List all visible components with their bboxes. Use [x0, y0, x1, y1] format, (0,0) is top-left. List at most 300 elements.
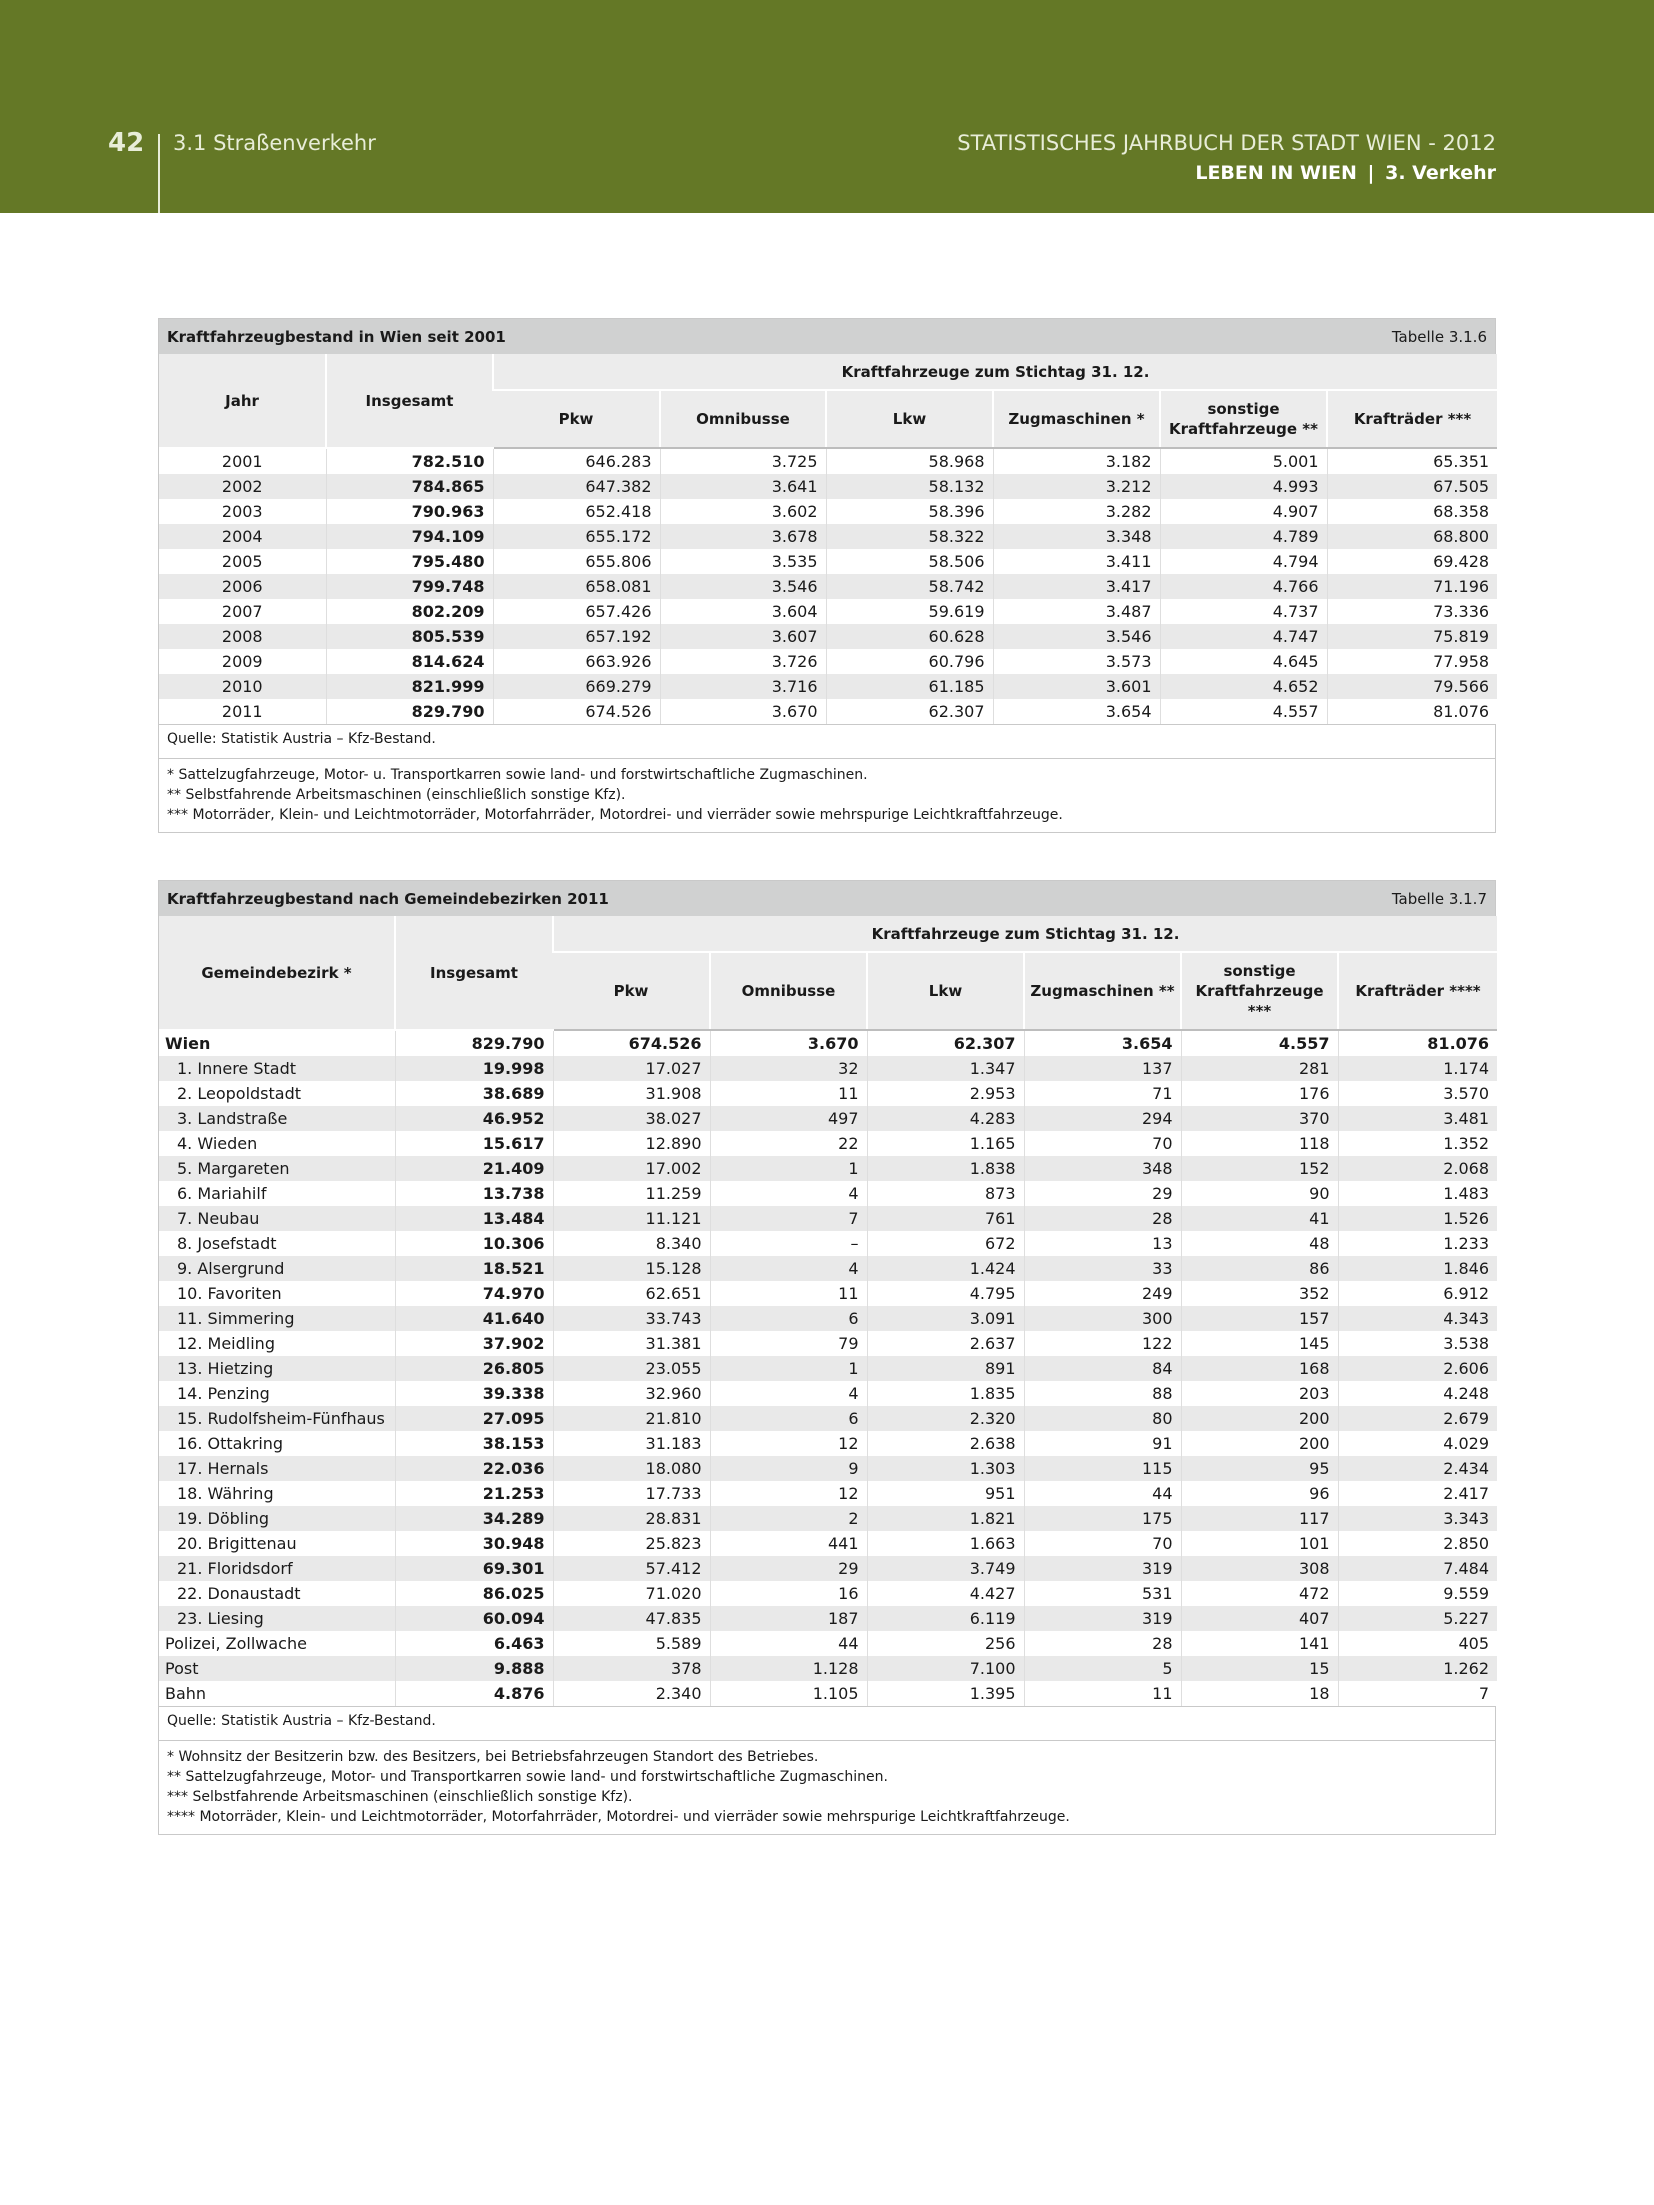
value-cell: 65.351 [1327, 448, 1497, 474]
value-cell: 4.283 [867, 1106, 1024, 1131]
table-row [159, 474, 1497, 499]
row-label-cell: 2001 [159, 448, 326, 474]
value-cell: 761 [867, 1206, 1024, 1231]
value-cell: 17.733 [553, 1481, 710, 1506]
value-cell: 145 [1181, 1331, 1338, 1356]
value-cell: 6 [710, 1306, 867, 1331]
value-cell: 74.970 [395, 1281, 553, 1306]
value-cell: 4.747 [1160, 624, 1327, 649]
value-cell: 1.165 [867, 1131, 1024, 1156]
table-row [159, 1406, 1497, 1431]
value-cell: 2.679 [1338, 1406, 1497, 1431]
value-cell: 951 [867, 1481, 1024, 1506]
value-cell: 200 [1181, 1431, 1338, 1456]
column-header: Zugmaschinen * [993, 390, 1160, 448]
value-cell: 38.689 [395, 1081, 553, 1106]
value-cell: 1.424 [867, 1256, 1024, 1281]
value-cell: 62.307 [826, 699, 993, 724]
value-cell: 27.095 [395, 1406, 553, 1431]
value-cell: 652.418 [493, 499, 660, 524]
value-cell: 29 [710, 1556, 867, 1581]
value-cell: 157 [1181, 1306, 1338, 1331]
value-cell: 4.652 [1160, 674, 1327, 699]
value-cell: 137 [1024, 1056, 1181, 1081]
table-source: Quelle: Statistik Austria – Kfz-Bestand. [159, 1706, 1495, 1740]
value-cell: 7.100 [867, 1656, 1024, 1681]
value-cell: 531 [1024, 1581, 1181, 1606]
value-cell: 71.020 [553, 1581, 710, 1606]
value-cell: 152 [1181, 1156, 1338, 1181]
chapter-part-2: 3. Verkehr [1385, 162, 1496, 184]
value-cell: 3.538 [1338, 1331, 1497, 1356]
value-cell: 784.865 [326, 474, 493, 499]
header-banner [0, 0, 1654, 213]
value-cell: 4.876 [395, 1681, 553, 1706]
table-row [159, 524, 1497, 549]
table-footnotes [159, 1740, 1495, 1834]
value-cell: 4.645 [1160, 649, 1327, 674]
row-label-cell: 5. Margareten [159, 1156, 395, 1181]
value-cell: 441 [710, 1531, 867, 1556]
value-cell: 663.926 [493, 649, 660, 674]
table-title: Kraftfahrzeugbestand in Wien seit 2001 [167, 327, 506, 346]
value-cell: 11 [710, 1081, 867, 1106]
value-cell: 23.055 [553, 1356, 710, 1381]
column-header: Omnibusse [710, 952, 867, 1030]
value-cell: 497 [710, 1106, 867, 1131]
row-label-cell: 9. Alsergrund [159, 1256, 395, 1281]
value-cell: 2.953 [867, 1081, 1024, 1106]
value-cell: 2.606 [1338, 1356, 1497, 1381]
value-cell: 821.999 [326, 674, 493, 699]
value-cell: 3.716 [660, 674, 826, 699]
value-cell: 75.819 [1327, 624, 1497, 649]
table-row [159, 649, 1497, 674]
table-title-bar [159, 319, 1495, 354]
value-cell: 352 [1181, 1281, 1338, 1306]
value-cell: 21.253 [395, 1481, 553, 1506]
value-cell: 294 [1024, 1106, 1181, 1131]
value-cell: 2 [710, 1506, 867, 1531]
row-label-cell: 17. Hernals [159, 1456, 395, 1481]
column-header: sonstige Kraftfahrzeuge ** [1160, 390, 1327, 448]
value-cell: 86.025 [395, 1581, 553, 1606]
value-cell: 1.838 [867, 1156, 1024, 1181]
value-cell: 1.174 [1338, 1056, 1497, 1081]
value-cell: 3.670 [660, 699, 826, 724]
value-cell: 68.800 [1327, 524, 1497, 549]
column-header: Insgesamt [326, 354, 493, 448]
row-label-cell: 20. Brigittenau [159, 1531, 395, 1556]
row-label-cell: 2. Leopoldstadt [159, 1081, 395, 1106]
value-cell: 795.480 [326, 549, 493, 574]
value-cell: 18 [1181, 1681, 1338, 1706]
value-cell: 70 [1024, 1531, 1181, 1556]
table-row [159, 574, 1497, 599]
value-cell: 3.348 [993, 524, 1160, 549]
data-table [159, 354, 1497, 724]
value-cell: 300 [1024, 1306, 1181, 1331]
value-cell: 8.340 [553, 1231, 710, 1256]
value-cell: 79.566 [1327, 674, 1497, 699]
value-cell: 4.766 [1160, 574, 1327, 599]
value-cell: 4.737 [1160, 599, 1327, 624]
value-cell: 2.638 [867, 1431, 1024, 1456]
table-row [159, 699, 1497, 724]
row-label-cell: 15. Rudolfsheim-Fünfhaus [159, 1406, 395, 1431]
value-cell: 7 [710, 1206, 867, 1231]
value-cell: 69.301 [395, 1556, 553, 1581]
value-cell: 4 [710, 1256, 867, 1281]
yearbook-title: STATISTISCHES JAHRBUCH DER STADT WIEN - 2012 [957, 131, 1496, 155]
value-cell: 6.119 [867, 1606, 1024, 1631]
value-cell: 4.795 [867, 1281, 1024, 1306]
footnote: *** Motorräder, Klein- und Leichtmotorräder, Motorfahrräder, Motordrei- und vierräder sowie mehrspurige Leichtkraftfahrzeuge. [167, 807, 1063, 823]
value-cell: 117 [1181, 1506, 1338, 1531]
row-label-cell: 1. Innere Stadt [159, 1056, 395, 1081]
value-cell: 2.850 [1338, 1531, 1497, 1556]
value-cell: 33 [1024, 1256, 1181, 1281]
table-row [159, 1106, 1497, 1131]
footnote: * Wohnsitz der Besitzerin bzw. des Besitzers, bei Betriebsfahrzeugen Standort des Betriebes. [167, 1749, 819, 1765]
section-title: 3.1 Straßenverkehr [173, 131, 376, 155]
footnote: ** Selbstfahrende Arbeitsmaschinen (einschließlich sonstige Kfz). [167, 787, 626, 803]
value-cell: 655.806 [493, 549, 660, 574]
row-label-cell: 4. Wieden [159, 1131, 395, 1156]
value-cell: 4.794 [1160, 549, 1327, 574]
table-row [159, 1306, 1497, 1331]
value-cell: 41.640 [395, 1306, 553, 1331]
value-cell: 58.742 [826, 574, 993, 599]
value-cell: 3.546 [660, 574, 826, 599]
value-cell: 17.002 [553, 1156, 710, 1181]
value-cell: 10.306 [395, 1231, 553, 1256]
value-cell: 370 [1181, 1106, 1338, 1131]
table-row [159, 1581, 1497, 1606]
value-cell: 46.952 [395, 1106, 553, 1131]
header-divider [158, 134, 160, 213]
footnote: **** Motorräder, Klein- und Leichtmotorräder, Motorfahrräder, Motordrei- und vierräder sowie mehrspurige Leichtkraftfahrzeuge. [167, 1809, 1070, 1825]
table-vehicles-by-year [158, 318, 1496, 833]
table-row [159, 1381, 1497, 1406]
value-cell: 141 [1181, 1631, 1338, 1656]
value-cell: 122 [1024, 1331, 1181, 1356]
value-cell: 79 [710, 1331, 867, 1356]
value-cell: 5.227 [1338, 1606, 1497, 1631]
value-cell: 7.484 [1338, 1556, 1497, 1581]
value-cell: 3.654 [1024, 1030, 1181, 1056]
value-cell: 41 [1181, 1206, 1338, 1231]
value-cell: 39.338 [395, 1381, 553, 1406]
value-cell: 3.182 [993, 448, 1160, 474]
row-label-cell: 2005 [159, 549, 326, 574]
row-label-cell: 2009 [159, 649, 326, 674]
row-label-cell: 16. Ottakring [159, 1431, 395, 1456]
value-cell: 1.395 [867, 1681, 1024, 1706]
value-cell: 405 [1338, 1631, 1497, 1656]
value-cell: 5 [1024, 1656, 1181, 1681]
row-label-cell: 2006 [159, 574, 326, 599]
table-row [159, 1631, 1497, 1656]
column-header: Pkw [493, 390, 660, 448]
value-cell: 13.738 [395, 1181, 553, 1206]
value-cell: 47.835 [553, 1606, 710, 1631]
value-cell: 11 [1024, 1681, 1181, 1706]
value-cell: 1.821 [867, 1506, 1024, 1531]
value-cell: 95 [1181, 1456, 1338, 1481]
table-body [159, 448, 1497, 724]
table-title-bar [159, 881, 1495, 916]
row-label-cell: 21. Floridsdorf [159, 1556, 395, 1581]
value-cell: 1.483 [1338, 1181, 1497, 1206]
value-cell: 829.790 [395, 1030, 553, 1056]
table-source: Quelle: Statistik Austria – Kfz-Bestand. [159, 724, 1495, 758]
value-cell: 281 [1181, 1056, 1338, 1081]
value-cell: 829.790 [326, 699, 493, 724]
row-label-cell: 6. Mariahilf [159, 1181, 395, 1206]
table-row [159, 1606, 1497, 1631]
value-cell: 4.907 [1160, 499, 1327, 524]
value-cell: 1 [710, 1356, 867, 1381]
value-cell: 348 [1024, 1156, 1181, 1181]
value-cell: 674.526 [553, 1030, 710, 1056]
row-label-cell: 2002 [159, 474, 326, 499]
row-label-cell: 2004 [159, 524, 326, 549]
value-cell: 11 [710, 1281, 867, 1306]
group-header: Kraftfahrzeuge zum Stichtag 31. 12. [493, 354, 1497, 390]
value-cell: 794.109 [326, 524, 493, 549]
value-cell: 12 [710, 1481, 867, 1506]
table-row [159, 624, 1497, 649]
value-cell: 802.209 [326, 599, 493, 624]
chapter-separator: | [1367, 162, 1375, 184]
value-cell: 7 [1338, 1681, 1497, 1706]
value-cell: 90 [1181, 1181, 1338, 1206]
value-cell: 29 [1024, 1181, 1181, 1206]
value-cell: 6.912 [1338, 1281, 1497, 1306]
value-cell: 9 [710, 1456, 867, 1481]
value-cell: 646.283 [493, 448, 660, 474]
value-cell: 81.076 [1338, 1030, 1497, 1056]
value-cell: 3.602 [660, 499, 826, 524]
value-cell: 175 [1024, 1506, 1181, 1531]
value-cell: 13 [1024, 1231, 1181, 1256]
value-cell: 2.320 [867, 1406, 1024, 1431]
value-cell: 3.678 [660, 524, 826, 549]
value-cell: 60.628 [826, 624, 993, 649]
row-label-cell: 2011 [159, 699, 326, 724]
value-cell: 655.172 [493, 524, 660, 549]
chapter-title [1195, 162, 1496, 184]
value-cell: 3.641 [660, 474, 826, 499]
value-cell: 5.589 [553, 1631, 710, 1656]
value-cell: 81.076 [1327, 699, 1497, 724]
table-vehicles-by-district [158, 880, 1496, 1835]
value-cell: 57.412 [553, 1556, 710, 1581]
row-label-cell: Bahn [159, 1681, 395, 1706]
table-row [159, 1431, 1497, 1456]
value-cell: 38.153 [395, 1431, 553, 1456]
table-footnotes [159, 758, 1495, 832]
value-cell: 669.279 [493, 674, 660, 699]
row-label-cell: Wien [159, 1030, 395, 1056]
value-cell: 31.183 [553, 1431, 710, 1456]
value-cell: 782.510 [326, 448, 493, 474]
value-cell: 86 [1181, 1256, 1338, 1281]
value-cell: 62.651 [553, 1281, 710, 1306]
value-cell: 25.823 [553, 1531, 710, 1556]
value-cell: 6 [710, 1406, 867, 1431]
value-cell: 11.259 [553, 1181, 710, 1206]
value-cell: 3.535 [660, 549, 826, 574]
value-cell: 256 [867, 1631, 1024, 1656]
value-cell: 790.963 [326, 499, 493, 524]
value-cell: – [710, 1231, 867, 1256]
value-cell: 28 [1024, 1631, 1181, 1656]
value-cell: 59.619 [826, 599, 993, 624]
column-header: Krafträder **** [1338, 952, 1497, 1030]
value-cell: 672 [867, 1231, 1024, 1256]
value-cell: 3.573 [993, 649, 1160, 674]
value-cell: 1.233 [1338, 1231, 1497, 1256]
value-cell: 4.789 [1160, 524, 1327, 549]
row-label-cell: 23. Liesing [159, 1606, 395, 1631]
table-row [159, 674, 1497, 699]
row-label-cell: Polizei, Zollwache [159, 1631, 395, 1656]
value-cell: 84 [1024, 1356, 1181, 1381]
table-row [159, 499, 1497, 524]
value-cell: 115 [1024, 1456, 1181, 1481]
table-row [159, 1131, 1497, 1156]
value-cell: 3.546 [993, 624, 1160, 649]
row-label-cell: 2003 [159, 499, 326, 524]
value-cell: 1.128 [710, 1656, 867, 1681]
value-cell: 1.526 [1338, 1206, 1497, 1231]
value-cell: 3.411 [993, 549, 1160, 574]
table-row [159, 1506, 1497, 1531]
value-cell: 1.262 [1338, 1656, 1497, 1681]
column-header: Omnibusse [660, 390, 826, 448]
chapter-part-1: LEBEN IN WIEN [1195, 162, 1357, 184]
value-cell: 67.505 [1327, 474, 1497, 499]
value-cell: 71 [1024, 1081, 1181, 1106]
column-header: Lkw [867, 952, 1024, 1030]
value-cell: 3.212 [993, 474, 1160, 499]
value-cell: 2.068 [1338, 1156, 1497, 1181]
group-header: Kraftfahrzeuge zum Stichtag 31. 12. [553, 916, 1497, 952]
table-title: Kraftfahrzeugbestand nach Gemeindebezirken 2011 [167, 889, 609, 908]
value-cell: 3.654 [993, 699, 1160, 724]
value-cell: 4.993 [1160, 474, 1327, 499]
value-cell: 378 [553, 1656, 710, 1681]
value-cell: 48 [1181, 1231, 1338, 1256]
value-cell: 4 [710, 1181, 867, 1206]
value-cell: 3.417 [993, 574, 1160, 599]
value-cell: 3.726 [660, 649, 826, 674]
column-header: Lkw [826, 390, 993, 448]
value-cell: 2.417 [1338, 1481, 1497, 1506]
value-cell: 96 [1181, 1481, 1338, 1506]
value-cell: 1.352 [1338, 1131, 1497, 1156]
value-cell: 9.888 [395, 1656, 553, 1681]
value-cell: 12 [710, 1431, 867, 1456]
value-cell: 11.121 [553, 1206, 710, 1231]
value-cell: 33.743 [553, 1306, 710, 1331]
column-header: Jahr [159, 354, 326, 448]
value-cell: 4.343 [1338, 1306, 1497, 1331]
value-cell: 249 [1024, 1281, 1181, 1306]
row-label-cell: 10. Favoriten [159, 1281, 395, 1306]
value-cell: 168 [1181, 1356, 1338, 1381]
value-cell: 3.481 [1338, 1106, 1497, 1131]
value-cell: 5.001 [1160, 448, 1327, 474]
value-cell: 1.846 [1338, 1256, 1497, 1281]
value-cell: 3.607 [660, 624, 826, 649]
value-cell: 319 [1024, 1606, 1181, 1631]
value-cell: 68.358 [1327, 499, 1497, 524]
row-label-cell: 2010 [159, 674, 326, 699]
value-cell: 28.831 [553, 1506, 710, 1531]
table-number: Tabelle 3.1.6 [1391, 327, 1487, 346]
row-label-cell: 13. Hietzing [159, 1356, 395, 1381]
value-cell: 891 [867, 1356, 1024, 1381]
row-label-cell: 2007 [159, 599, 326, 624]
table-body [159, 1030, 1497, 1706]
value-cell: 88 [1024, 1381, 1181, 1406]
value-cell: 60.094 [395, 1606, 553, 1631]
value-cell: 657.192 [493, 624, 660, 649]
value-cell: 3.601 [993, 674, 1160, 699]
value-cell: 674.526 [493, 699, 660, 724]
row-label-cell: 14. Penzing [159, 1381, 395, 1406]
table-row [159, 1656, 1497, 1681]
value-cell: 1.347 [867, 1056, 1024, 1081]
value-cell: 1.663 [867, 1531, 1024, 1556]
footnote: * Sattelzugfahrzeuge, Motor- u. Transportkarren sowie land- und forstwirtschaftliche Zugmaschinen. [167, 767, 868, 783]
row-label-cell: 11. Simmering [159, 1306, 395, 1331]
column-header: Gemeindebezirk * [159, 916, 395, 1030]
value-cell: 200 [1181, 1406, 1338, 1431]
value-cell: 203 [1181, 1381, 1338, 1406]
column-header: sonstige Kraftfahrzeuge *** [1181, 952, 1338, 1030]
row-label-cell: 8. Josefstadt [159, 1231, 395, 1256]
table-row [159, 1531, 1497, 1556]
value-cell: 12.890 [553, 1131, 710, 1156]
value-cell: 3.725 [660, 448, 826, 474]
value-cell: 3.670 [710, 1030, 867, 1056]
row-label-cell: Post [159, 1656, 395, 1681]
value-cell: 4.427 [867, 1581, 1024, 1606]
table-row [159, 1356, 1497, 1381]
table-row [159, 1081, 1497, 1106]
column-header: Krafträder *** [1327, 390, 1497, 448]
value-cell: 3.749 [867, 1556, 1024, 1581]
value-cell: 176 [1181, 1081, 1338, 1106]
value-cell: 32.960 [553, 1381, 710, 1406]
value-cell: 34.289 [395, 1506, 553, 1531]
footnote: ** Sattelzugfahrzeuge, Motor- und Transportkarren sowie land- und forstwirtschaftliche Zugmaschinen. [167, 1769, 888, 1785]
value-cell: 101 [1181, 1531, 1338, 1556]
value-cell: 32 [710, 1056, 867, 1081]
value-cell: 73.336 [1327, 599, 1497, 624]
value-cell: 1.835 [867, 1381, 1024, 1406]
value-cell: 58.506 [826, 549, 993, 574]
table-row [159, 1481, 1497, 1506]
value-cell: 22.036 [395, 1456, 553, 1481]
row-label-cell: 2008 [159, 624, 326, 649]
table-row [159, 1181, 1497, 1206]
column-header: Insgesamt [395, 916, 553, 1030]
